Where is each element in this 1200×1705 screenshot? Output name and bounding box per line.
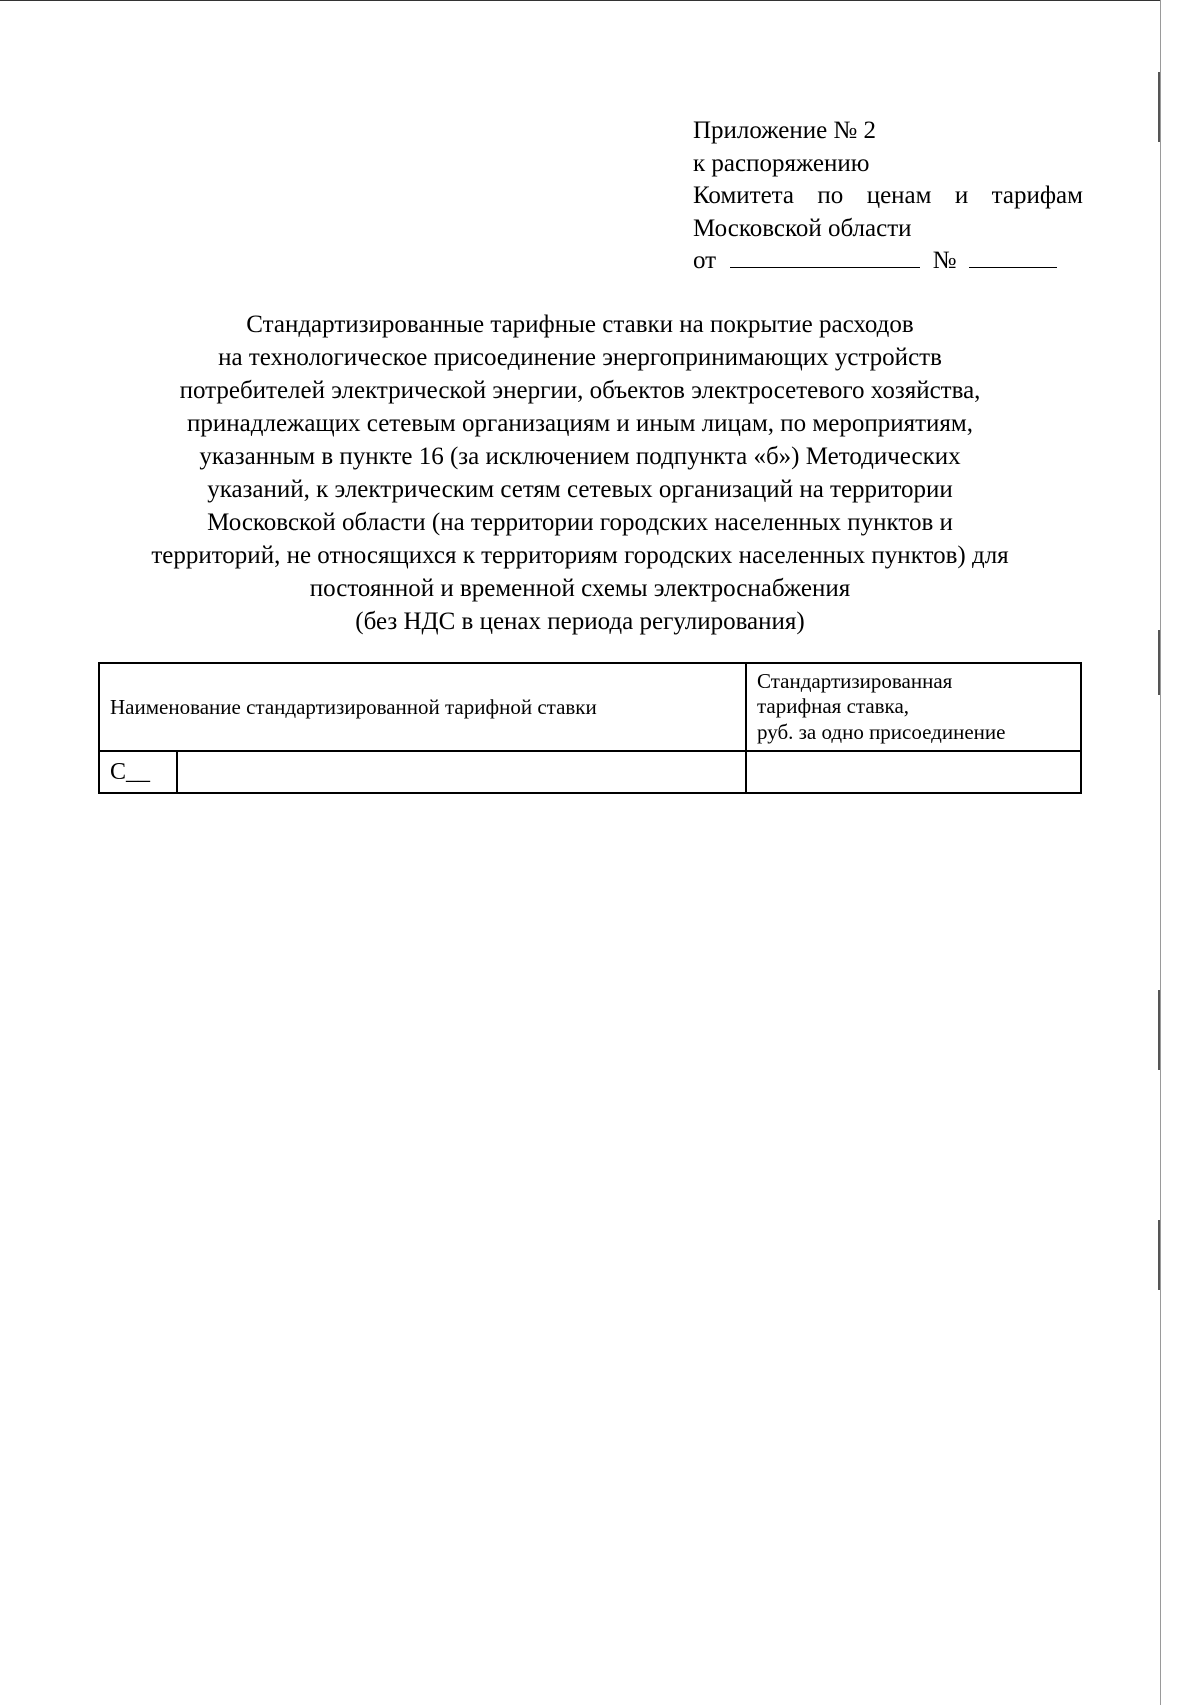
scan-artifact-mark bbox=[1158, 1220, 1160, 1290]
scan-artifact-mark bbox=[1158, 630, 1160, 695]
rate-name-cell bbox=[177, 751, 746, 793]
rate-value-cell bbox=[746, 751, 1081, 793]
title-line: на технологическое присоединение энергопринимающих устройств bbox=[218, 344, 942, 371]
header-rate-name: Наименование стандартизированной тарифной ставки bbox=[99, 663, 746, 751]
title-line: указанным в пункте 16 (за исключением подпункта «б») Методических bbox=[199, 443, 961, 470]
title-line: постоянной и временной схемы электроснабжения bbox=[309, 575, 851, 602]
rate-code-cell: С__ bbox=[99, 751, 177, 793]
document-title bbox=[80, 308, 1080, 638]
number-sign: № bbox=[932, 247, 957, 275]
scan-artifact-mark bbox=[1158, 72, 1160, 142]
header-rate-value: Стандартизированная тарифная ставка, руб. за одно присоединение bbox=[746, 663, 1081, 751]
title-line: указаний, к электрическим сетям сетевых организаций на территории bbox=[207, 476, 953, 503]
number-blank-field bbox=[969, 247, 1057, 268]
scan-artifact-mark bbox=[1158, 990, 1160, 1070]
table-row bbox=[99, 751, 1081, 793]
title-line: территорий, не относящихся к территориям городских населенных пунктов) для bbox=[151, 542, 1009, 569]
appendix-region: Московской области bbox=[693, 214, 912, 242]
scan-top-border bbox=[0, 0, 1160, 1]
date-blank-field bbox=[730, 247, 920, 268]
title-line: Московской области (на территории городских населенных пунктов и bbox=[207, 509, 953, 536]
title-line: Стандартизированные тарифные ставки на покрытие расходов bbox=[246, 311, 914, 338]
date-prefix: от bbox=[693, 247, 717, 275]
appendix-date-number-line bbox=[693, 245, 1113, 278]
appendix-order-ref: к распоряжению bbox=[693, 149, 870, 177]
appendix-committee: Комитета по ценам и тарифам bbox=[693, 182, 1083, 210]
title-line: принадлежащих сетевым организациям и иным лицам, по мероприятиям, bbox=[187, 410, 973, 437]
appendix-number: Приложение № 2 bbox=[693, 117, 877, 144]
table-header-row bbox=[99, 663, 1081, 751]
title-line: потребителей электрической энергии, объектов электросетевого хозяйства, bbox=[179, 377, 981, 404]
scan-right-edge bbox=[1160, 0, 1161, 1705]
appendix-header bbox=[693, 115, 1113, 278]
tariff-table bbox=[98, 662, 1082, 794]
title-line: (без НДС в ценах периода регулирования) bbox=[355, 608, 805, 635]
